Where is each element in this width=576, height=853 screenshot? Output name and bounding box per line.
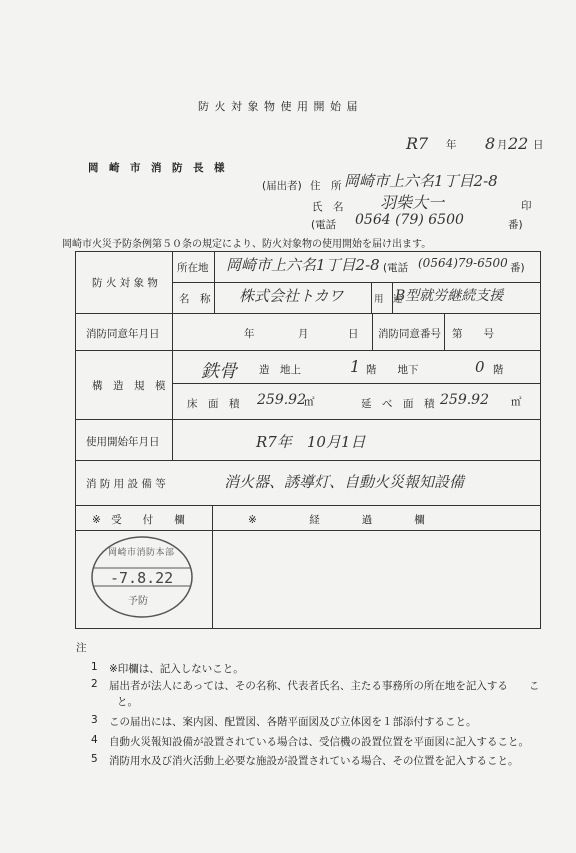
location-tel-label: (電話 [383, 262, 409, 274]
col-line [172, 251, 173, 460]
consent-day: 日 [348, 328, 359, 340]
col-line [444, 313, 445, 350]
note-text: ※印欄は、記入しないこと。 [109, 663, 244, 675]
col-line [212, 505, 213, 629]
use-hw: B型就労継続支援 [395, 288, 504, 304]
consent-year: 年 [244, 328, 255, 340]
floors-below-hw: 0 [475, 358, 485, 376]
row-line [75, 419, 541, 420]
consent-no-label: 消防同意番号 [378, 328, 441, 340]
location-tel-suffix: 番) [510, 262, 525, 274]
notes-heading: 注 [76, 642, 87, 654]
date-year-hw: R7 [406, 134, 429, 153]
progress-label: ※ 経 過 欄 [248, 514, 425, 526]
row-line [172, 383, 540, 384]
row-line [75, 505, 541, 506]
row-line [75, 313, 541, 314]
stamp-top-text: 岡崎市消防本部 [108, 548, 175, 558]
floor-area-unit: ㎡ [304, 396, 315, 408]
structure-mid: 造 地上 [259, 364, 301, 376]
floors-above-hw: 1 [350, 357, 361, 376]
floor-area-hw: 259.92 [257, 392, 306, 408]
reception-stamp [86, 532, 198, 622]
structure-hw: 鉄骨 [201, 361, 237, 382]
stamp-date: -7.8.22 [110, 569, 174, 587]
consent-date-label: 消防同意年月日 [86, 328, 160, 340]
location-tel-hw: (0564)79-6500 [418, 256, 508, 270]
tel-suffix: 番) [508, 219, 523, 231]
name-label: 氏 名 [312, 201, 344, 213]
name-field-label: 名 称 [179, 293, 211, 305]
tel-label: (電話 [311, 219, 337, 231]
floor-area-label: 床 面 積 [187, 398, 240, 410]
equipment-hw: 消火器、誘導灯、自動火災報知設備 [224, 473, 465, 491]
note-text: この届出には、案内図、配置図、各階平面図及び立体図を１部添付すること。 [109, 716, 477, 728]
form-title: 防 火 対 象 物 使 用 開 始 届 [198, 100, 359, 113]
note-text: 届出者が法人にあっては、その名称、代表者氏名、主たる事務所の所在地を記入する こ [109, 680, 540, 692]
note-text: 消防用水及び消火活動上必要な施設が設置されている場合、その位置を記入すること。 [109, 755, 519, 767]
total-area-label: 延 べ 面 積 [361, 398, 435, 410]
table-left-border [75, 251, 76, 629]
col-line [372, 313, 373, 350]
note-number: 3 [91, 714, 98, 726]
tel-hw: 0564 (79) 6500 [355, 212, 464, 228]
note-number: 5 [91, 753, 98, 765]
equipment-label: 消 防 用 設 備 等 [86, 478, 166, 490]
location-label: 所在地 [177, 262, 209, 274]
row-line [75, 530, 541, 531]
addressee: 岡 崎 市 消 防 長 様 [88, 162, 225, 174]
address-hw: 岡崎市上六名1丁目2-8 [344, 172, 498, 190]
reception-label: ※ 受 付 欄 [92, 514, 185, 526]
date-year-label: 年 [446, 139, 457, 151]
note-number: 2 [91, 678, 98, 690]
table-right-border [540, 251, 541, 629]
table-top-border [75, 251, 541, 252]
name-field-hw: 株式会社トカワ [239, 287, 344, 305]
row-line [75, 350, 541, 351]
seal-label: 印 [521, 200, 532, 212]
location-hw: 岡崎市上六名1丁目2-8 [226, 256, 380, 274]
col-line [214, 251, 215, 313]
name-hw: 羽柴大一 [380, 193, 445, 212]
address-label: 住 所 [310, 180, 342, 192]
floors-below-suffix: 階 [493, 364, 504, 376]
table-bottom-border [75, 628, 541, 629]
start-date-label: 使用開始年月日 [86, 436, 160, 448]
note-text: 自動火災報知設備が設置されている場合は、受信機の設置位置を平面図に記入すること。 [109, 736, 529, 748]
intro-text: 岡崎市火災予防条例第５０条の規定により、防火対象物の使用開始を届け出ます。 [62, 239, 432, 250]
date-month-label: 月 [497, 139, 508, 151]
use-label: 用 途 [374, 294, 403, 305]
structure-label: 構 造 規 模 [92, 380, 166, 392]
total-area-unit: ㎡ [511, 396, 522, 408]
row-line [75, 460, 541, 461]
col-line [371, 282, 372, 313]
note-text-cont: と。 [117, 696, 138, 708]
total-area-hw: 259.92 [440, 392, 489, 408]
date-day-hw: 22 [508, 134, 529, 153]
object-label: 防 火 対 象 物 [92, 277, 158, 289]
note-number: 4 [91, 734, 98, 746]
start-date-hw: R7年 10月1日 [256, 433, 366, 451]
floors-above-suffix: 階 地下 [366, 364, 419, 376]
consent-month: 月 [298, 328, 309, 340]
stamp-bottom-text: 予防 [128, 596, 148, 607]
submitter-label: (届出者) [262, 180, 302, 192]
row-line [172, 282, 540, 283]
date-day-label: 日 [533, 139, 544, 151]
note-number: 1 [91, 661, 98, 673]
consent-no-suffix: 第 号 [452, 328, 494, 340]
date-month-hw: 8 [485, 134, 496, 153]
